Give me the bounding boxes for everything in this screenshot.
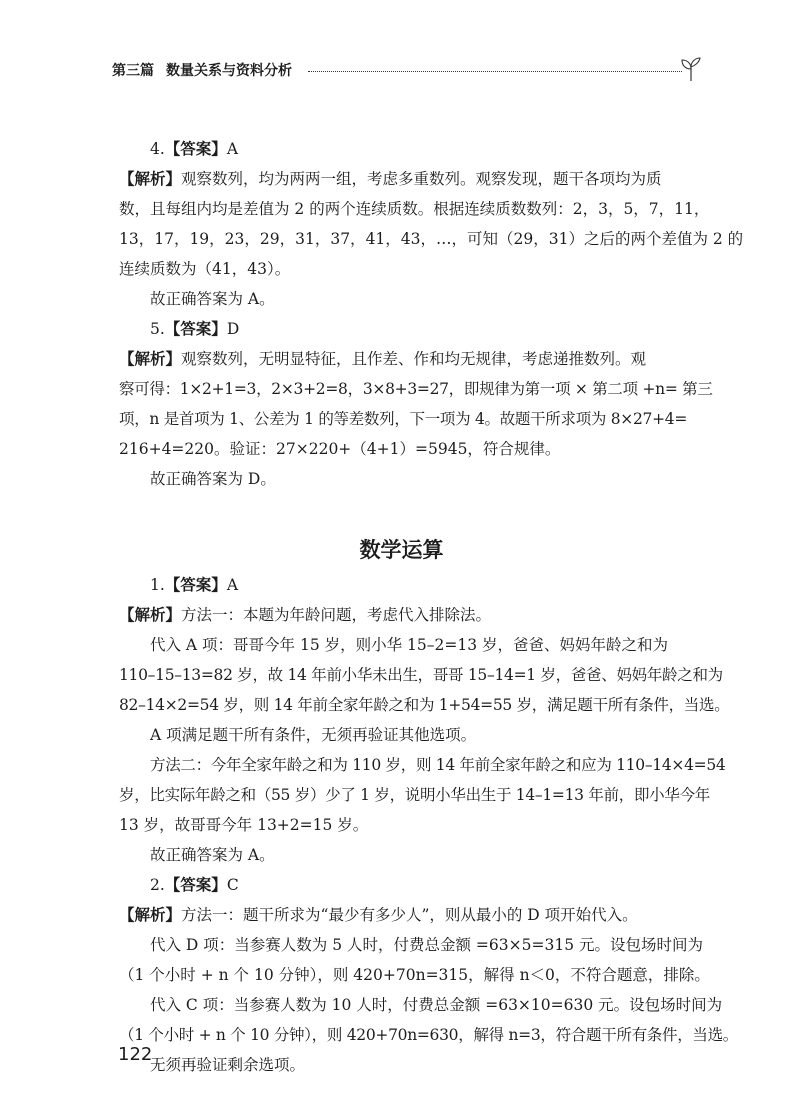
analysis-line: 代入 C 项：当参赛人数为 10 人时，付费总金额 =63×10=630 元。设包场时间为 <box>150 996 723 1014</box>
analysis-text: 方法一：题干所求为“最少有多少人”，则从最小的 D 项开始代入。 <box>181 906 638 924</box>
analysis-line <box>119 600 684 630</box>
analysis-line: 岁，比实际年龄之和（55 岁）少了 1 岁，说明小华出生于 14–1=13 年前，即小华今年 <box>119 786 710 804</box>
conclusion-line: 故正确答案为 D。 <box>150 470 276 488</box>
analysis-line: （1 个小时 + n 个 10 分钟），则 420+70n=315，解得 n＜0，不符合题意，排除。 <box>119 966 710 984</box>
section-label: 数量关系与资料分析 <box>166 63 292 79</box>
analysis-text: 方法一：本题为年龄问题，考虑代入排除法。 <box>181 606 492 624</box>
running-header <box>112 56 702 86</box>
conclusion-line: 故正确答案为 A。 <box>150 290 275 308</box>
analysis-text: 观察数列，无明显特征，且作差、作和均无规律，考虑递推数列。观 <box>181 350 647 368</box>
analysis-line: 连续质数为（41，43）。 <box>119 260 291 278</box>
analysis-line: 代入 A 项：哥哥今年 15 岁，则小华 15–2=13 岁，爸爸、妈妈年龄之和为 <box>150 636 669 654</box>
analysis-label: 【解析】 <box>119 170 182 188</box>
answer-label: 【答案】 <box>164 876 227 894</box>
analysis-line: 216+4=220。验证：27×220+（4+1）=5945，符合规律。 <box>119 440 561 458</box>
answer-line-q4 <box>119 134 684 164</box>
analysis-line: 82–14×2=54 岁，则 14 年前全家年龄之和为 1+54=55 岁，满足题干所有条件，当选。 <box>119 696 730 714</box>
analysis-label: 【解析】 <box>119 906 182 924</box>
question-number: 5. <box>150 320 165 338</box>
question-number: 2. <box>150 876 165 894</box>
chapter-label: 第三篇 <box>112 63 154 79</box>
analysis-line: 无须再验证剩余选项。 <box>150 1056 306 1074</box>
answer-value: C <box>226 876 239 894</box>
analysis-line: 13，17，19，23，29，31，37，41，43，…，可知（29，31）之后的两个差值为 2 的 <box>119 230 744 248</box>
answer-label: 【答案】 <box>164 576 227 594</box>
analysis-line: 方法二：今年全家年龄之和为 110 岁，则 14 年前全家年龄之和应为 110–14×4=54 <box>150 756 726 774</box>
page-number: 122 <box>118 1044 153 1065</box>
answer-line-q5 <box>119 314 684 344</box>
question-number: 4. <box>150 140 165 158</box>
analysis-line: 察可得：1×2+1=3，2×3+2=8，3×8+3=27，即规律为第一项 × 第二项 +n= 第三 <box>119 380 713 398</box>
analysis-line: 110–15–13=82 岁，故 14 年前小华未出生，哥哥 15–14=1 岁，爸爸、妈妈年龄之和为 <box>119 666 723 684</box>
analysis-label: 【解析】 <box>119 606 182 624</box>
question-number: 1. <box>150 576 165 594</box>
page-content <box>119 134 744 1080</box>
analysis-line <box>119 344 684 374</box>
answer-value: A <box>226 140 239 158</box>
analysis-line <box>119 164 684 194</box>
analysis-line: 项，n 是首项为 1、公差为 1 的等差数列，下一项为 4。故题干所求项为 8×27+4= <box>119 410 688 428</box>
analysis-text: 观察数列，均为两两一组，考虑多重数列。观察发现，题干各项均为质 <box>181 170 662 188</box>
analysis-line: 13 岁，故哥哥今年 13+2=15 岁。 <box>119 816 369 834</box>
running-header-text <box>112 60 292 80</box>
conclusion-line: 故正确答案为 A。 <box>150 846 275 864</box>
analysis-line: 代入 D 项：当参赛人数为 5 人时，付费总金额 =63×5=315 元。设包场时间为 <box>150 936 703 954</box>
sprout-icon <box>680 56 702 82</box>
analysis-line <box>119 900 684 930</box>
answer-label: 【答案】 <box>164 320 227 338</box>
answer-value: A <box>226 576 239 594</box>
analysis-label: 【解析】 <box>119 350 182 368</box>
answer-value: D <box>226 320 240 338</box>
analysis-line: 数，且每组内均是差值为 2 的两个连续质数。根据连续质数数列：2，3，5，7，11， <box>119 200 710 218</box>
analysis-line: （1 个小时 + n 个 10 分钟），则 420+70n=630，解得 n=3，符合题干所有条件，当选。 <box>119 1026 739 1044</box>
header-dotted-rule <box>308 71 682 72</box>
answer-line-m1 <box>119 570 684 600</box>
answer-label: 【答案】 <box>164 140 227 158</box>
analysis-line: A 项满足题干所有条件，无须再验证其他选项。 <box>150 726 477 744</box>
section-title: 数学运算 <box>359 538 444 562</box>
answer-line-m2 <box>119 870 684 900</box>
